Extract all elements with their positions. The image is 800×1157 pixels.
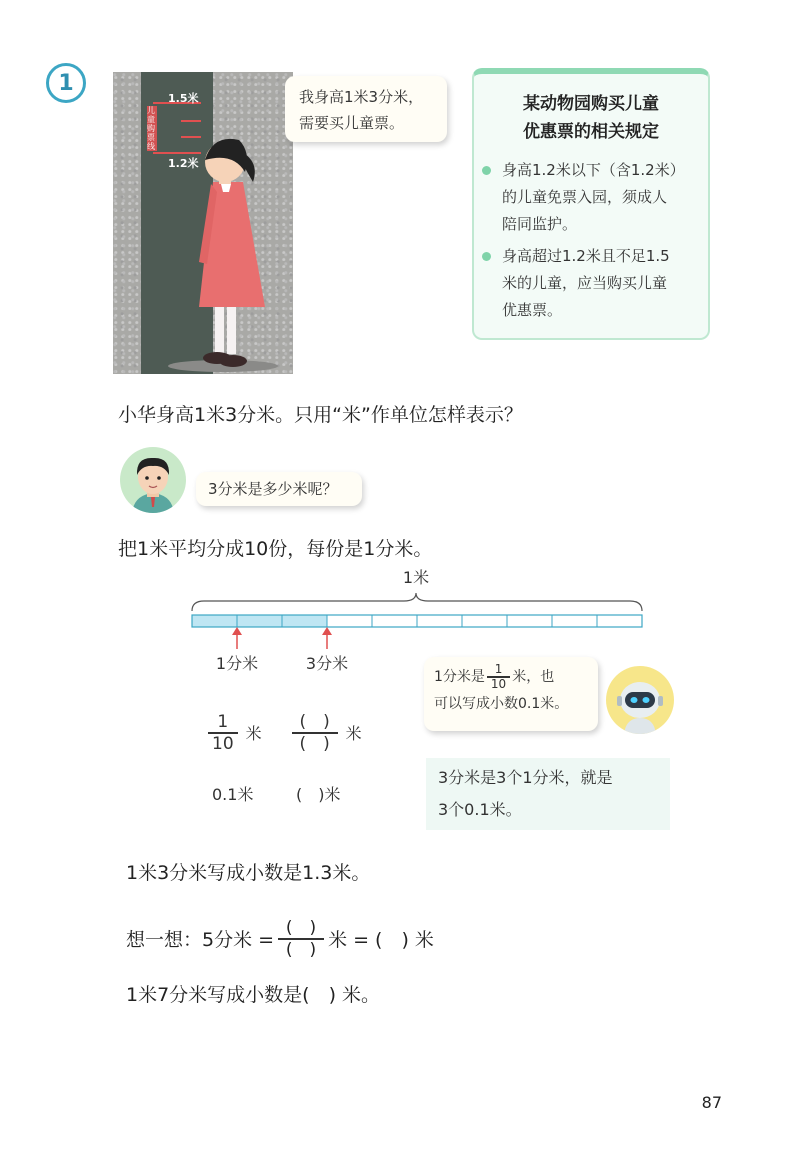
think-line-2: 1米7分米写成小数是( ) 米。 [126,984,381,1006]
blank-fraction [292,712,338,754]
number-line-highlight [192,615,327,627]
fraction-numerator: 1 [217,712,229,732]
ticket-rules-box [472,68,710,340]
bullet-icon [482,166,491,175]
think-denominator: ( ) [285,939,317,960]
bullet-icon [482,252,491,261]
fraction-example [208,712,362,754]
girl-speech-line-1: 我身高1米3分米， [299,88,424,106]
page-number: 87 [701,1093,722,1112]
ruler-label-bottom: 1.2米 [168,157,199,170]
blank-denominator: ( ) [299,733,330,754]
girl-speech-bubble [285,76,447,142]
note-line-2: 3个0.1米。 [438,800,522,819]
boy-avatar [120,447,186,513]
robot-icon [606,666,674,734]
note-line-1: 3分米是3个1分米，就是 [438,768,613,787]
robot-fraction-denominator: 10 [490,676,507,691]
question-text: 小华身高1米3分米。只用“米”作单位怎样表示？ [118,404,523,426]
arrow-2-label: 3分米 [305,654,349,673]
think-numerator: ( ) [285,918,317,938]
think-fraction [278,918,324,960]
fraction-denominator: 10 [212,733,234,754]
height-chart-illustration [113,72,293,374]
girl-figure [113,72,293,374]
note-box [426,758,670,830]
rule-1-line-3: 陪同监护。 [502,215,578,233]
conclusion-text: 1米3分米写成小数是1.3米。 [126,862,371,884]
robot-speech-line-2: 可以写成小数0.1米。 [434,695,569,712]
robot-speech-post: 米，也 [512,668,555,685]
divide-text: 把1米平均分成10份，每份是1分米。 [118,538,433,560]
think-middle: 米 = ( ) 米 [328,929,434,952]
number-line-total-label: 1米 [402,568,430,587]
rules-title-line-1: 某动物园购买儿童 [523,94,659,114]
fraction-one-tenth [208,712,238,754]
ruler-label-top: 1.5米 [168,92,199,105]
robot-speech-line-1 [434,663,588,691]
blank-numerator: ( ) [299,712,330,732]
rule-1-line-1: 身高1.2米以下（含1.2米） [502,161,685,179]
fraction-unit: 米 [245,724,262,744]
rule-1-line-2: 的儿童免票入园，须成人 [502,188,668,206]
robot-speech-bubble [424,657,598,731]
arrow-1-label: 1分米 [215,654,259,673]
think-line-1 [126,918,434,960]
decimal-value: 0.1米 [212,785,254,804]
ruler-vertical-label: 儿童购票线 [147,106,155,151]
boy-speech-bubble: 3分米是多少米呢？ [196,472,362,506]
problem-number: 1 [46,63,86,103]
arrow-2-head-icon [322,627,332,635]
blank-fraction-unit: 米 [345,724,362,744]
rule-2-line-2: 米的儿童，应当购买儿童 [502,274,668,292]
girl-speech-line-2: 需要买儿童票。 [299,114,405,132]
boy-face-icon [120,447,186,513]
robot-fraction-numerator: 1 [494,662,503,676]
decimal-blank: ( )米 [296,785,341,804]
number-line-brace [192,593,642,611]
think-prefix: 想一想：5分米 = [126,929,275,952]
robot-speech-pre: 1分米是 [434,668,485,685]
rule-2-line-1: 身高超过1.2米且不足1.5 [502,247,670,265]
rules-title-line-2: 优惠票的相关规定 [523,122,659,142]
rule-2-line-3: 优惠票。 [502,301,563,319]
robot-avatar [606,666,674,734]
arrow-1-head-icon [232,627,242,635]
robot-fraction [487,663,510,691]
